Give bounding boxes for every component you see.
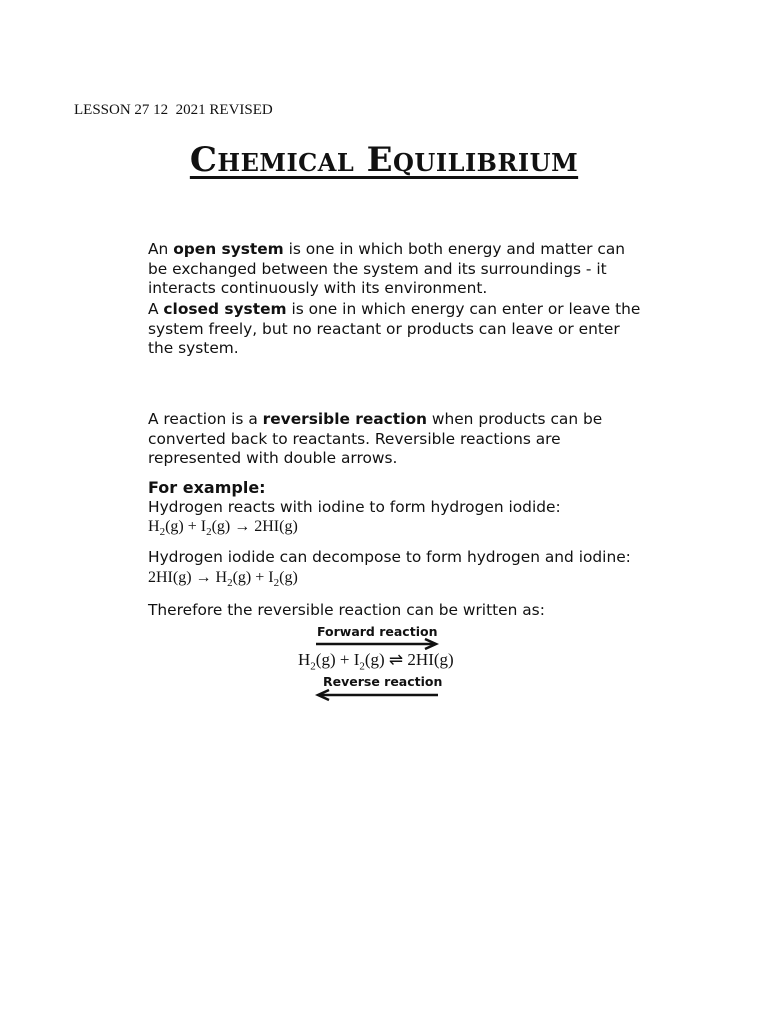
reversible-reaction-term: reversible reaction: [262, 410, 427, 428]
closed-system-term: closed system: [163, 300, 287, 318]
reverse-description: Hydrogen iodide can decompose to form hydrogen and iodine:: [148, 548, 631, 567]
conclusion-text: Therefore the reversible reaction can be written as:: [148, 600, 545, 619]
reverse-reaction-label: Reverse reaction: [323, 674, 443, 689]
example-heading: For example:: [148, 478, 266, 497]
reversible-reaction-definition: A reaction is a reversible reaction when products can be converted back to reactants. Reversible reactions are represented with double arrows.: [148, 410, 603, 467]
forward-reaction-label: Forward reaction: [317, 624, 438, 639]
forward-arrow-icon: [312, 638, 442, 650]
reversible-equation: $H_2(g) + I_2(g)$ ⇌ 2HI(g): [298, 650, 454, 673]
lesson-header: LESSON 27 12 2021 REVISED: [74, 102, 273, 118]
closed-system-definition: A closed system is one in which energy can enter or leave the system freely, but no reactant or products can leave or enter the system.: [148, 300, 641, 357]
forward-description: Hydrogen reacts with iodine to form hydrogen iodide:: [148, 497, 561, 516]
reverse-arrow-icon: [312, 689, 442, 701]
reverse-equation: $2HI(g) \to H_2(g) + I_2(g)$: [148, 568, 298, 589]
example-section: [148, 478, 648, 620]
open-system-definition: An open system is one in which both energy and matter can be exchanged between the system and its surroundings - it interacts continuously with its environment.: [148, 240, 626, 297]
page-title: Chemical Equilibrium: [189, 140, 579, 180]
open-system-term: open system: [173, 240, 284, 258]
forward-equation: $H_2(g) + I_2(g) \to 2HI(g)$: [148, 518, 298, 539]
